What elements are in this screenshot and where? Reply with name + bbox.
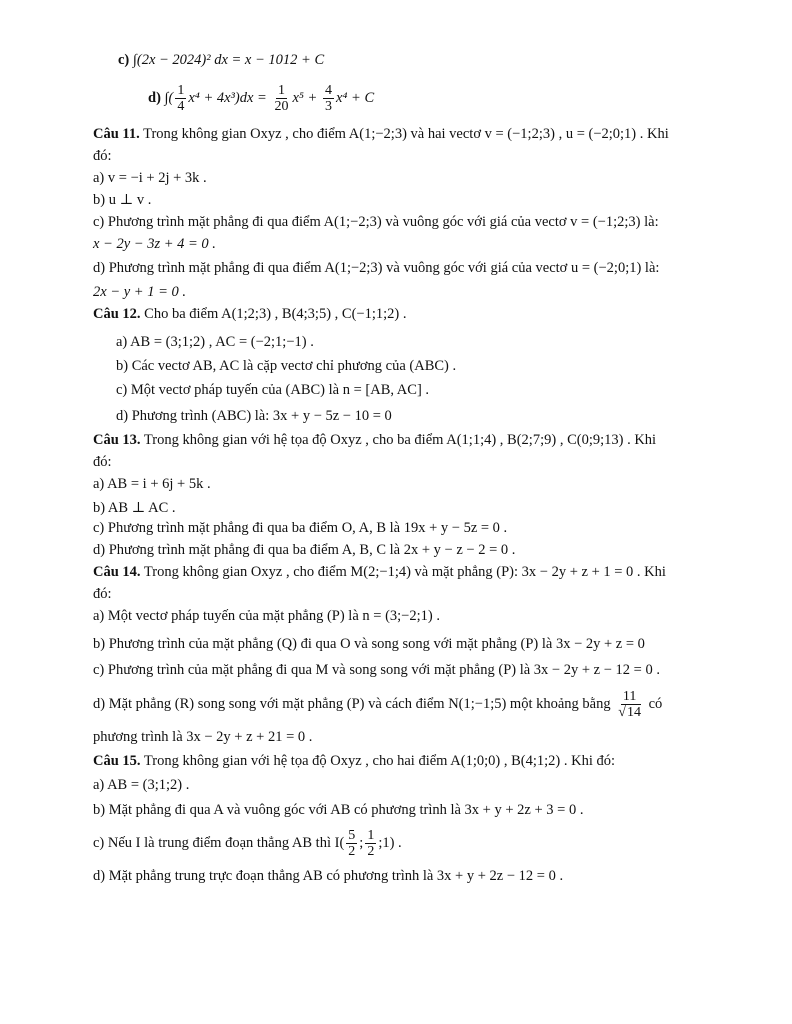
fraction-1-4: $\frac{1}{4}$: [177, 83, 185, 115]
fraction-1-2: $\frac{1}{2}$: [367, 828, 375, 860]
q15-option-c: c) Nếu I là trung điểm đoạn thẳng AB thì I( $\frac{5}{2}$ ; $\frac{1}{2}$ ;1) .: [93, 828, 402, 860]
q11-option-b: b) u ⊥ v .: [93, 192, 152, 208]
q11-option-d-equation: 2x − y + 1 = 0 .: [93, 284, 186, 300]
q10-option-d: d) ∫( $\frac{1}{4}$ x⁴ + 4x³)dx = $\frac{1}{20}$ x⁵ + $\frac{4}{3}$ x⁴ + C: [148, 83, 375, 115]
q12-stem: Câu 12. Cho ba điểm A(1;2;3) , B(4;3;5) , C(−1;1;2) .: [93, 306, 407, 322]
q12-option-d: d) Phương trình (ABC) là: 3x + y − 5z − 10 = 0: [116, 408, 392, 424]
q14-option-a: a) Một vectơ pháp tuyến của mặt phẳng (P) là n = (3;−2;1) .: [93, 608, 440, 624]
q14-option-c: c) Phương trình của mặt phẳng đi qua M và song song với mặt phẳng (P) là 3x − 2y + z − 12 = 0 .: [93, 662, 660, 678]
q13-option-d: d) Phương trình mặt phẳng đi qua ba điểm A, B, C là 2x + y − z − 2 = 0 .: [93, 542, 516, 558]
q11-option-c-equation: x − 2y − 3z + 4 = 0 .: [93, 236, 216, 252]
q13-option-a: a) AB = i + 6j + 5k .: [93, 476, 211, 492]
fraction-11-sqrt14: $\frac{11}{√14}$: [618, 689, 641, 721]
q15-stem: Câu 15. Trong không gian với hệ tọa độ Oxyz , cho hai điểm A(1;0;0) , B(4;1;2) . Khi đó:: [93, 753, 615, 769]
fraction-5-2: $\frac{5}{2}$: [348, 828, 356, 860]
q11-option-c: c) Phương trình mặt phẳng đi qua điểm A(1;−2;3) và vuông góc với giá của vectơ v = (−1;2;3) là:: [93, 214, 659, 230]
q11-option-d: d) Phương trình mặt phẳng đi qua điểm A(1;−2;3) và vuông góc với giá của vectơ u = (−2;0;1) là:: [93, 260, 660, 276]
q14-stem: Câu 14. Trong không gian Oxyz , cho điểm M(2;−1;4) và mặt phẳng (P): 3x − 2y + z + 1 = 0 . Khi: [93, 564, 666, 580]
q13-option-b: b) AB ⊥ AC .: [93, 500, 176, 516]
q15-option-b: b) Mặt phẳng đi qua A và vuông góc với AB có phương trình là 3x + y + 2z + 3 = 0 .: [93, 802, 584, 818]
q15-option-d: d) Mặt phẳng trung trực đoạn thẳng AB có phương trình là 3x + y + 2z − 12 = 0 .: [93, 868, 564, 884]
q12-option-b: b) Các vectơ AB, AC là cặp vectơ chỉ phương của (ABC) .: [116, 358, 457, 374]
fraction-1-20: $\frac{1}{20}$: [274, 83, 289, 115]
q11-stem: Câu 11. Trong không gian Oxyz , cho điểm A(1;−2;3) và hai vectơ v = (−1;2;3) , u = (−2;0;1) . Khi: [93, 126, 669, 142]
q13-option-c: c) Phương trình mặt phẳng đi qua ba điểm O, A, B là 19x + y − 5z = 0 .: [93, 520, 508, 536]
q14-stem-cont: đó:: [93, 586, 112, 602]
q11-option-a: a) v = −i + 2j + 3k .: [93, 170, 207, 186]
q12-option-c: c) Một vectơ pháp tuyến của (ABC) là n = [AB, AC] .: [116, 382, 430, 398]
q14-option-d: d) Mặt phẳng (R) song song với mặt phẳng (P) và cách điểm N(1;−1;5) một khoảng bằng $\frac{11}{√14}$ có: [93, 689, 663, 721]
q10-option-c: c) ∫(2x − 2024)² dx = x − 1012 + C: [118, 52, 325, 68]
q12-option-a: a) AB = (3;1;2) , AC = (−2;1;−1) .: [116, 334, 314, 350]
q14-option-b: b) Phương trình của mặt phẳng (Q) đi qua O và song song với mặt phẳng (P) là 3x − 2y + z = 0: [93, 636, 645, 652]
fraction-4-3: $\frac{4}{3}$: [324, 83, 332, 115]
q13-stem-cont: đó:: [93, 454, 112, 470]
q14-option-d-cont: phương trình là 3x − 2y + z + 21 = 0 .: [93, 729, 313, 745]
q11-stem-cont: đó:: [93, 148, 112, 164]
q13-stem: Câu 13. Trong không gian với hệ tọa độ Oxyz , cho ba điểm A(1;1;4) , B(2;7;9) , C(0;9;13) . Khi: [93, 432, 657, 448]
q15-option-a: a) AB = (3;1;2) .: [93, 777, 190, 793]
